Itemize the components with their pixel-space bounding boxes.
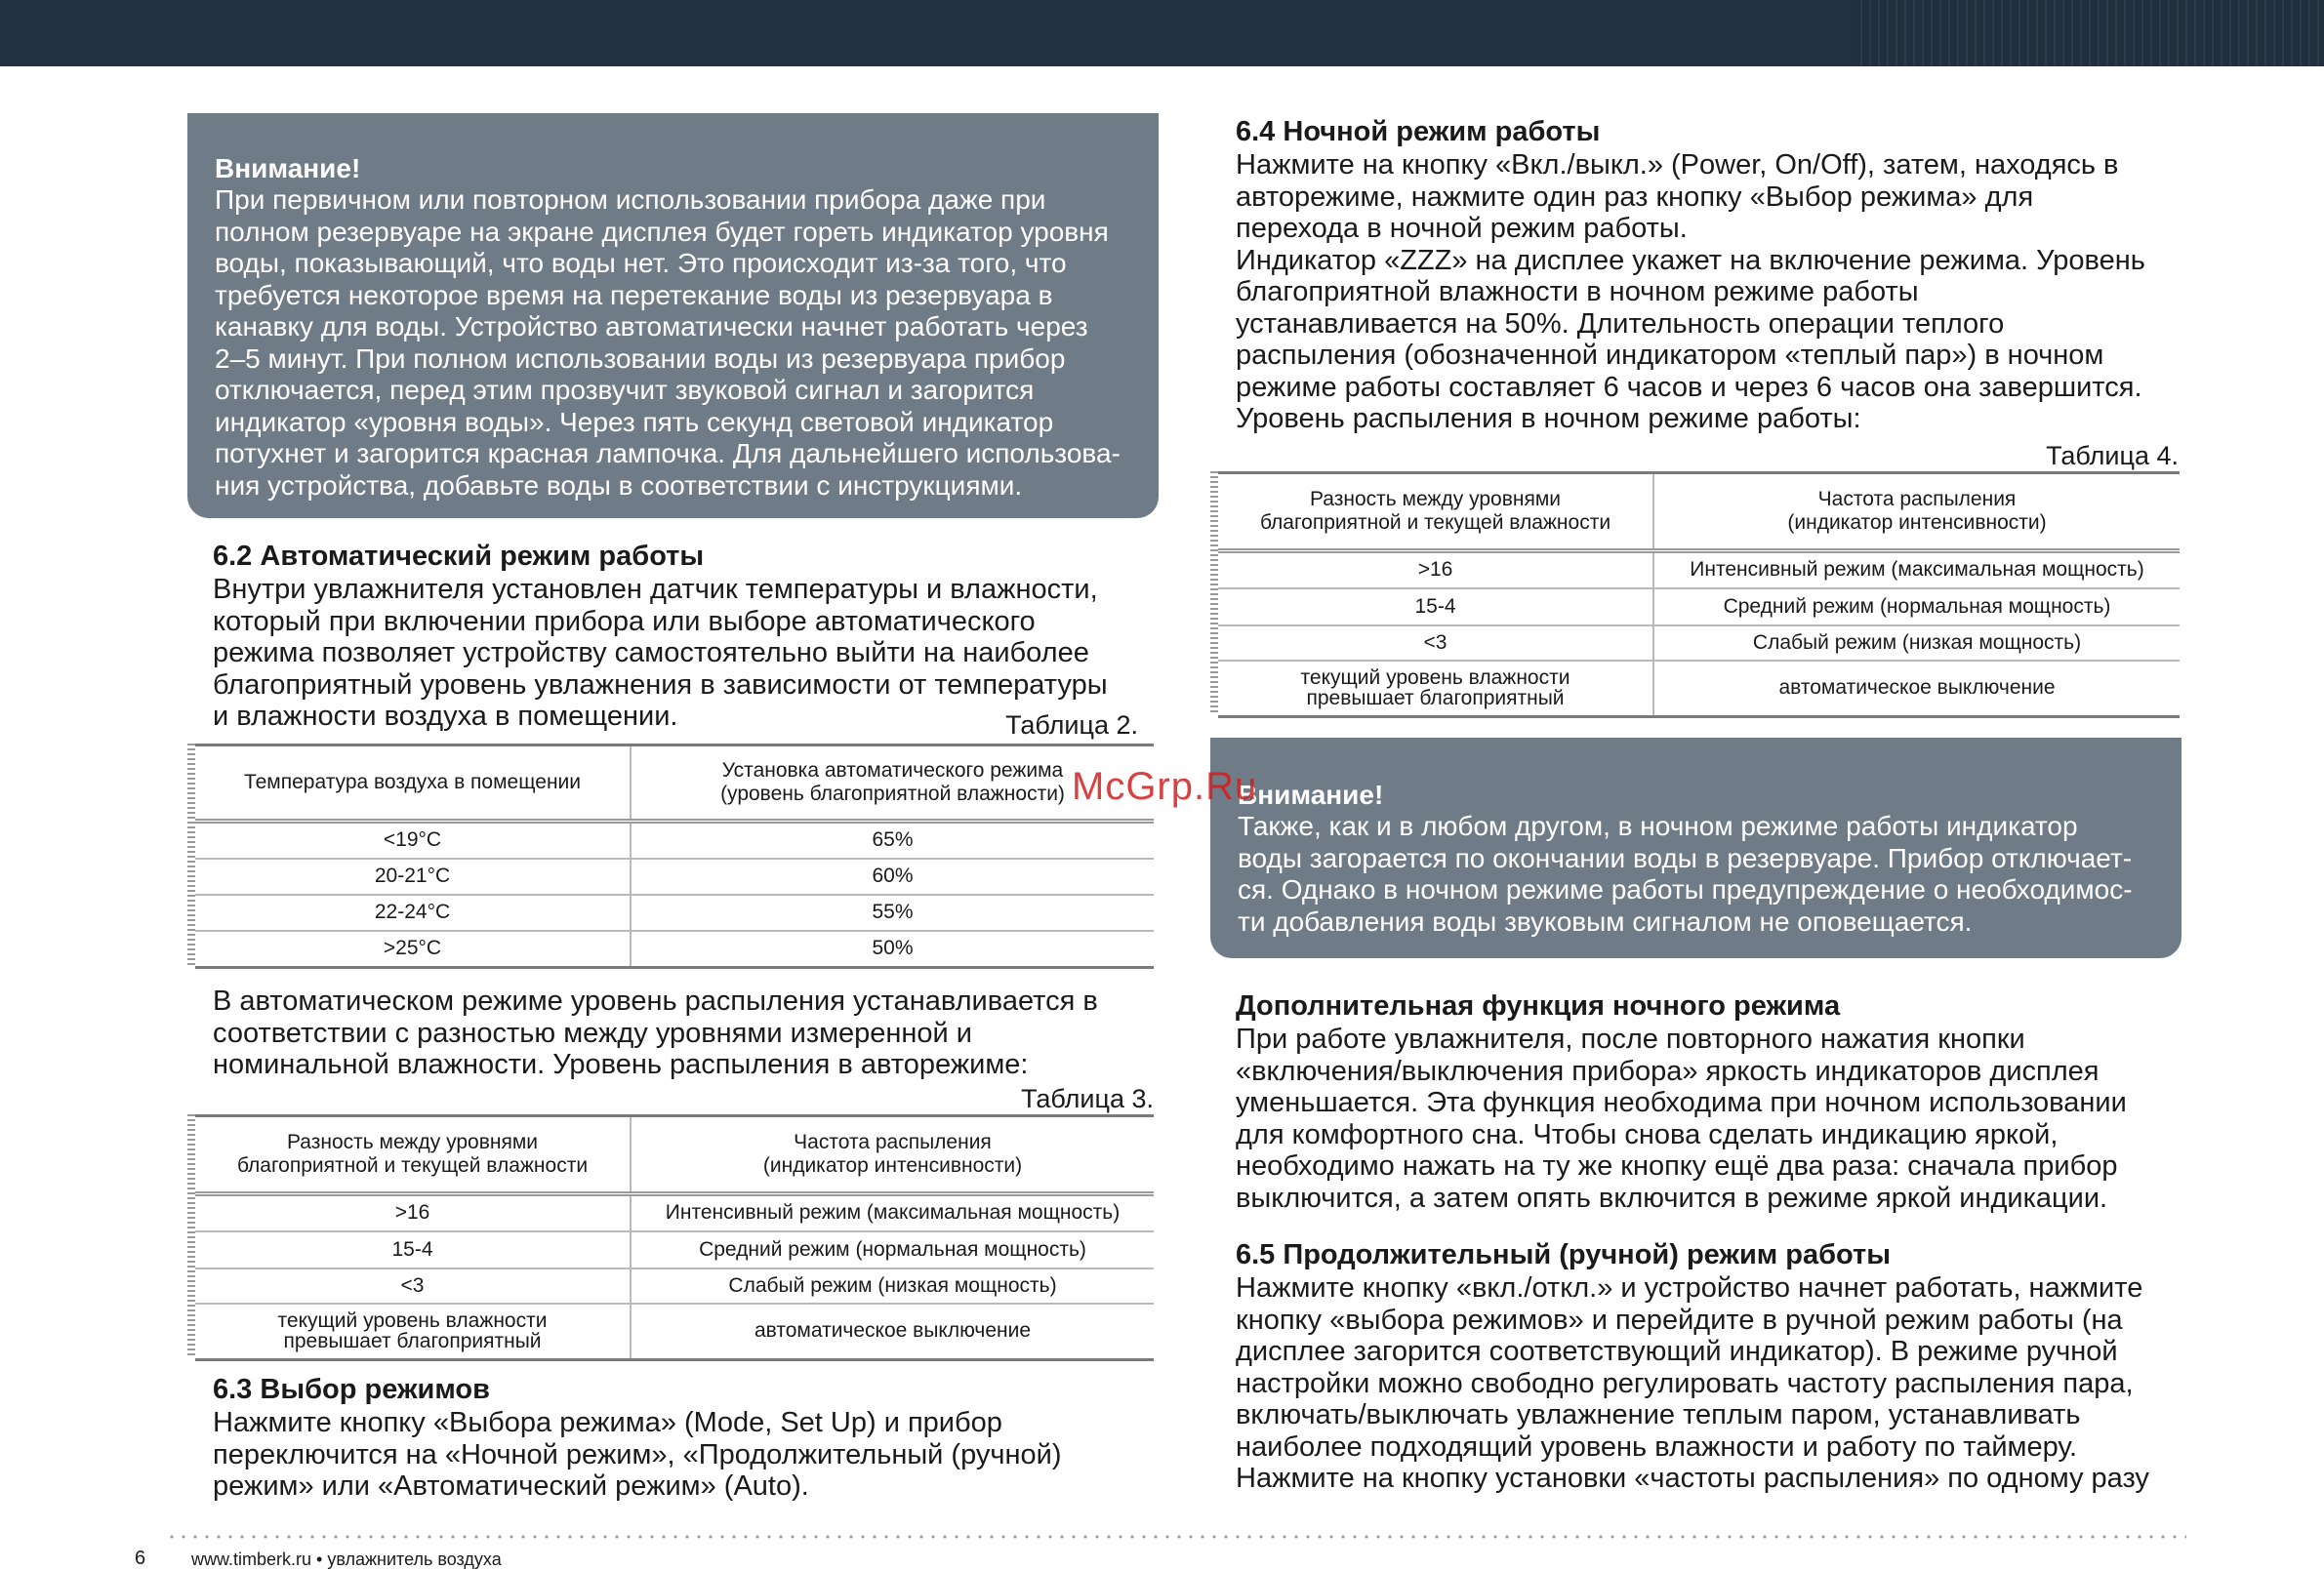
text-line: Нажмите на кнопку установки «частоты распыления» по одному разу xyxy=(1236,1463,2149,1494)
section-heading-night: 6.4 Ночной режим работы xyxy=(1236,116,1601,147)
warning-title: Внимание! xyxy=(215,153,361,183)
table-cell: <3 xyxy=(1218,625,1653,661)
section-heading-select: 6.3 Выбор режимов xyxy=(213,1374,490,1405)
cell-line: текущий уровень влажности xyxy=(277,1309,548,1333)
warning-text xyxy=(215,184,1129,502)
table-caption: Таблица 3. xyxy=(1021,1084,1154,1113)
table-cell: 65% xyxy=(631,822,1154,859)
table-cell: 20-21°C xyxy=(195,859,631,895)
text-line: включать/выключать увлажнение теплым паром, устанавливать xyxy=(1236,1399,2081,1430)
table-cell xyxy=(1218,661,1653,717)
text-line: наиболее подходящий уровень влажности и работу по таймеру. xyxy=(1236,1430,2078,1463)
table-row xyxy=(1218,551,2180,588)
text-line: ния устройства, добавьте воды в соответствии с инструкциями. xyxy=(215,469,1023,501)
text-line: уменьшается. Эта функция необходима при ночном использовании xyxy=(1236,1087,2127,1118)
warning-box-left xyxy=(187,113,1159,518)
text-line: режима позволяет устройству самостоятельно выйти на наиболее xyxy=(213,637,1089,668)
header-line: Частота распыления xyxy=(1817,488,2017,510)
top-banner-solid xyxy=(0,0,1855,66)
text-line: Индикатор «ZZZ» на дисплее укажет на включение режима. Уровень xyxy=(1236,244,2145,276)
cell-line: текущий уровень влажности xyxy=(1300,666,1570,690)
header-line: Установка автоматического режима xyxy=(721,759,1064,782)
text-line: Нажмите кнопку «Выбора режима» (Mode, Set Up) и прибор xyxy=(213,1407,1002,1438)
text-line: благоприятной влажности в ночном режиме работы xyxy=(1236,276,1919,307)
text-line: ти добавления воды звуковым сигналом не оповещается. xyxy=(1238,906,1973,937)
footer-link[interactable]: www.timberk.ru • увлажнитель воздуха xyxy=(191,1550,502,1569)
text-line: авторежиме, нажмите один раз кнопку «Выбор режима» для xyxy=(1236,181,2034,213)
text-line: Нажмите на кнопку «Вкл./выкл.» (Power, On/Off), затем, находясь в xyxy=(1236,149,2119,181)
text-line: требуется некоторое время на перетекание воды из резервуара в xyxy=(215,279,1053,310)
table-row xyxy=(195,1194,1154,1231)
text-line: отключается, перед этим прозвучит звуковой сигнал и загорится xyxy=(215,375,1035,405)
paragraph-extra xyxy=(1236,1024,2187,1214)
table-row xyxy=(1218,661,2180,717)
header-line: Разность между уровнями xyxy=(1310,488,1561,510)
table-cell: Интенсивный режим (максимальная мощность) xyxy=(1653,551,2180,588)
table-cell: >16 xyxy=(1218,551,1653,588)
text-line: ся. Однако в ночном режиме работы предупреждение о необходимос- xyxy=(1238,874,2133,905)
header-line: благоприятной и текущей влажности xyxy=(236,1154,589,1177)
table-cell: автоматическое выключение xyxy=(631,1304,1154,1360)
table-cell: Средний режим (нормальная мощность) xyxy=(631,1231,1154,1268)
header-line: Разность между уровнями xyxy=(287,1131,538,1153)
paragraph-manual xyxy=(1236,1272,2187,1495)
table-row xyxy=(195,1268,1154,1304)
section-heading-auto: 6.2 Автоматический режим работы xyxy=(213,541,705,572)
warning-box-right xyxy=(1210,738,2181,958)
text-line: настройки можно свободно регулировать частоту распыления пара, xyxy=(1236,1367,2134,1399)
table-row xyxy=(1218,625,2180,661)
table-row xyxy=(195,931,1154,968)
text-line: 2–5 минут. При полном использовании воды из резервуара прибор xyxy=(215,342,1066,374)
table-header-cell xyxy=(195,1116,631,1194)
text-line: распыления (обозначенной индикатором «теплый пар») в ночном xyxy=(1236,340,2104,371)
table-cell: Слабый режим (низкая мощность) xyxy=(1653,625,2180,661)
table-cell: <3 xyxy=(195,1268,631,1304)
text-line: устанавливается на 50%. Длительность операции теплого xyxy=(1236,307,2005,340)
table-header-cell xyxy=(1653,473,2180,551)
paragraph-auto xyxy=(213,574,1160,733)
table-caption: Таблица 4. xyxy=(2046,441,2179,470)
text-line: дисплее загорится соответствующий индикатор). В режиме ручной xyxy=(1236,1336,2118,1367)
table-cell: 15-4 xyxy=(195,1231,631,1268)
header-line: Частота распыления xyxy=(794,1131,992,1153)
table-cell: 22-24°C xyxy=(195,895,631,931)
table-cell: 15-4 xyxy=(1218,588,1653,625)
table-cell: >16 xyxy=(195,1194,631,1231)
text-line: соответствии с разностью между уровнями измеренной и xyxy=(213,1017,973,1049)
text-line: для комфортного сна. Чтобы снова сделать индикацию яркой, xyxy=(1236,1118,2059,1150)
text-line: режим» или «Автоматический режим» (Auto). xyxy=(213,1470,809,1502)
text-line: необходимо нажать на ту же кнопку ещё два раза: сначала прибор xyxy=(1236,1150,2118,1182)
footer-divider xyxy=(166,1535,2186,1539)
table-cell: 50% xyxy=(631,931,1154,968)
text-line: выключится, а затем опять включится в режиме яркой индикации. xyxy=(1236,1182,2108,1214)
table-header-cell xyxy=(631,1116,1154,1194)
text-line: воды загорается по окончании воды в резервуаре. Прибор отключает- xyxy=(1238,842,2133,873)
text-line: воды, показывающий, что воды нет. Это происходит из-за того, что xyxy=(215,248,1067,278)
text-line: Внутри увлажнителя установлен датчик температуры и влажности, xyxy=(213,574,1098,605)
table-row xyxy=(195,822,1154,859)
table-auto-mode xyxy=(195,744,1154,969)
table-header-cell xyxy=(1218,473,1653,551)
cell-line: превышает благоприятный xyxy=(1306,687,1565,710)
header-line: (уровень благоприятной влажности) xyxy=(720,783,1065,805)
table-row xyxy=(195,859,1154,895)
table-auto-spray xyxy=(195,1114,1154,1361)
page-number: 6 xyxy=(135,1548,146,1569)
text-line: переключится на «Ночной режим», «Продолжительный (ручной) xyxy=(213,1438,1062,1470)
text-line: который при включении прибора или выборе автоматического xyxy=(213,605,1036,637)
table-night-spray xyxy=(1218,471,2180,718)
table-edge-ticks xyxy=(1210,471,1218,715)
text-line: Также, как и в любом другом, в ночном режиме работы индикатор xyxy=(1238,811,2078,841)
text-line: потухнет и загорится красная лампочка. Для дальнейшего использова- xyxy=(215,438,1121,468)
text-line: режиме работы составляет 6 часов и через 6 часов она завершится. xyxy=(1236,371,2142,403)
table-cell: 55% xyxy=(631,895,1154,931)
watermark-text: McGrp.Ru xyxy=(1072,765,1258,808)
text-line: «включения/выключения прибора» яркость индикаторов дисплея xyxy=(1236,1055,2100,1087)
table-cell: >25°C xyxy=(195,931,631,968)
table-cell: 60% xyxy=(631,859,1154,895)
text-line: номинальной влажности. Уровень распыления в авторежиме: xyxy=(213,1049,1029,1080)
text-line: и влажности воздуха в помещении. xyxy=(213,701,678,732)
paragraph-select xyxy=(213,1407,1160,1503)
table-cell: Слабый режим (низкая мощность) xyxy=(631,1268,1154,1304)
table-cell: автоматическое выключение xyxy=(1653,661,2180,717)
warning-title: Внимание! xyxy=(1238,780,1384,810)
section-heading-manual: 6.5 Продолжительный (ручной) режим работы xyxy=(1236,1239,1892,1270)
text-line: канавку для воды. Устройство автоматически начнет работать через xyxy=(215,311,1088,342)
table-cell: Средний режим (нормальная мощность) xyxy=(1653,588,2180,625)
table-edge-ticks xyxy=(187,744,195,968)
header-line: благоприятной и текущей влажности xyxy=(1259,511,1611,534)
paragraph-night xyxy=(1236,149,2187,435)
table-row xyxy=(195,1304,1154,1360)
text-line: кнопку «выбора режимов» и перейдите в ручной режим работы (на xyxy=(1236,1304,2123,1336)
text-line: перехода в ночной режим работы. xyxy=(1236,213,1688,244)
table-cell xyxy=(195,1304,631,1360)
text-line: Нажмите кнопку «вкл./откл.» и устройство начнет работать, нажмите xyxy=(1236,1272,2143,1304)
table-row xyxy=(1218,588,2180,625)
paragraph-auto-spray xyxy=(213,986,1160,1081)
warning-text xyxy=(1238,811,2154,938)
text-line: Уровень распыления в ночном режиме работы: xyxy=(1236,403,1861,434)
text-line: При работе увлажнителя, после повторного нажатия кнопки xyxy=(1236,1024,2025,1055)
text-line: полном резервуаре на экране дисплея будет гореть индикатор уровня xyxy=(215,216,1109,247)
table-cell: <19°C xyxy=(195,822,631,859)
text-line: индикатор «уровня воды». Через пять секунд световой индикатор xyxy=(215,406,1054,437)
section-heading-extra: Дополнительная функция ночного режима xyxy=(1236,990,1841,1022)
header-line: (индикатор интенсивности) xyxy=(762,1154,1023,1177)
table-caption: Таблица 2. xyxy=(1005,710,1138,740)
table-cell: Интенсивный режим (максимальная мощность) xyxy=(631,1194,1154,1231)
header-line: (индикатор интенсивности) xyxy=(1787,511,2047,534)
text-line: благоприятный уровень увлажнения в зависимости от температуры xyxy=(213,668,1108,701)
text-line: При первичном или повторном использовании прибора даже при xyxy=(215,184,1046,215)
table-row xyxy=(195,895,1154,931)
table-edge-ticks xyxy=(187,1114,195,1358)
text-line: В автоматическом режиме уровень распыления устанавливается в xyxy=(213,986,1098,1017)
table-row xyxy=(195,1231,1154,1268)
table-header-cell: Температура воздуха в помещении xyxy=(195,745,631,822)
cell-line: превышает благоприятный xyxy=(283,1330,542,1353)
